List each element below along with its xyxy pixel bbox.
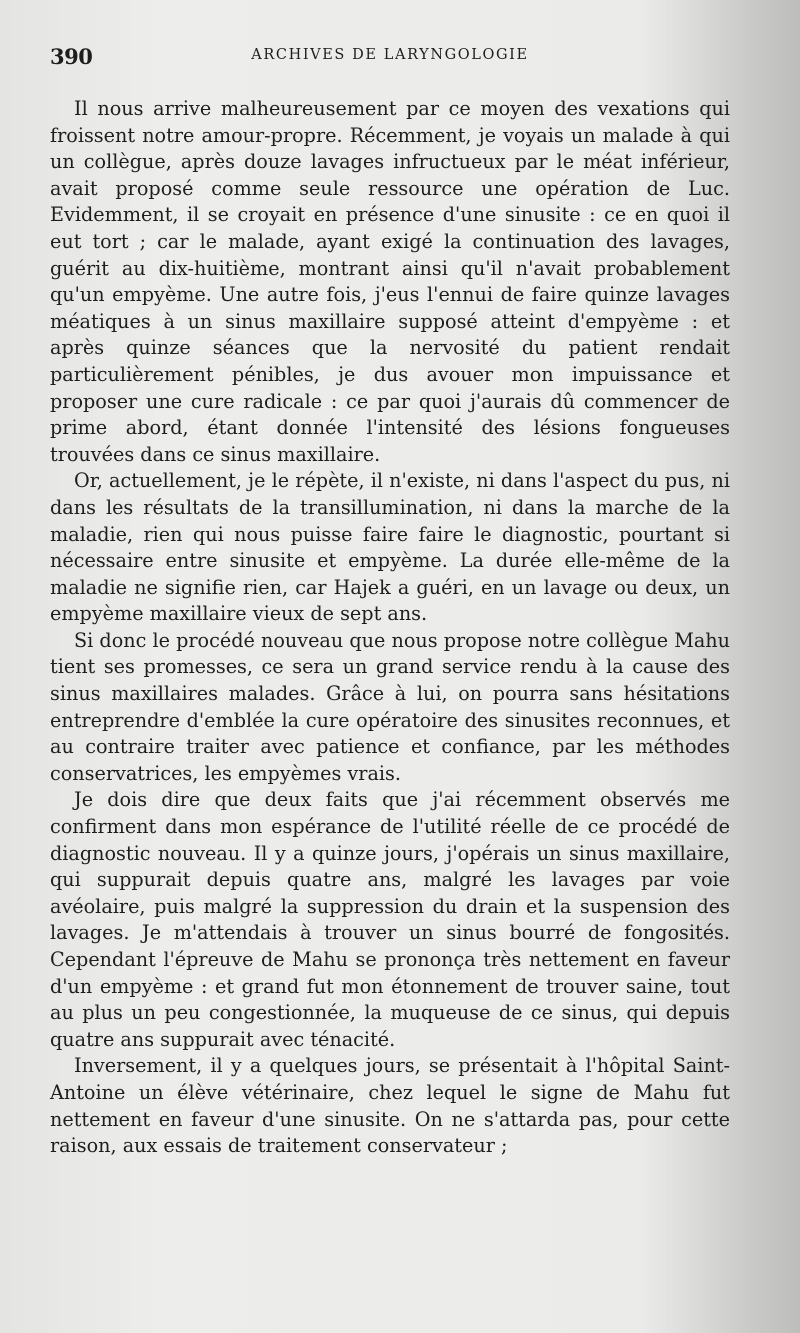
page-header [50,40,730,80]
book-page [50,40,730,1160]
paragraph: Je dois dire que deux faits que j'ai récemment observés me confirment dans mon espérance de l'utilité réelle de ce procédé de diagnostic nouveau. Il y a quinze jours, j'opérais un sinus maxillaire, qui suppurait depuis quatre ans, malgré les lavages par voie avéolaire, puis malgré la suppression du drain et la suspension des lavages. Je m'attendais à trouver un sinus bourré de fongosités. Cependant l'épreuve de Mahu se prononça très nettement en faveur d'un empyème : et grand fut mon étonnement de trouver saine, tout au plus un peu congestionnée, la muqueuse de ce sinus, qui depuis quatre ans suppurait avec ténacité. [50,788,730,1051]
running-head: ARCHIVES DE LARYNGOLOGIE [251,47,529,63]
paragraph: Si donc le procédé nouveau que nous propose notre collègue Mahu tient ses promesses, ce sera un grand service rendu à la cause des sinus maxillaires malades. Grâce à lui, on pourra sans hésitations entreprendre d'emblée la cure opératoire des sinusites reconnues, et au contraire traiter avec patience et confiance, par les méthodes conservatrices, les empyèmes vrais. [50,628,730,785]
paragraph: Or, actuellement, je le répète, il n'existe, ni dans l'aspect du pus, ni dans les résultats de la transillumination, ni dans la marche de la maladie, rien qui nous puisse faire faire le diagnostic, pourtant si nécessaire entre sinusite et empyème. La durée elle-même de la maladie ne signifie rien, car Hajek a guéri, en un lavage ou deux, un empyème maxillaire vieux de sept ans. [50,469,730,626]
page-number: 390 [50,44,93,69]
paragraph: Il nous arrive malheureusement par ce moyen des vexations qui froissent notre amour-propre. Récemment, je voyais un malade à qui un collègue, après douze lavages infructueux par le méat inférieur, avait proposé comme seule ressource une opération de Luc. Evidemment, il se croyait en présence d'une sinusite : ce en quoi il eut tort ; car le malade, ayant exigé la continuation des lavages, guérit au dix-huitième, montrant ainsi qu'il n'avait probablement qu'un empyème. Une autre fois, j'eus l'ennui de faire quinze lavages méatiques à un sinus maxillaire supposé atteint d'empyème : et après quinze séances que la nervosité du patient rendait particulièrement pénibles, je dus avouer mon impuissance et proposer une cure radicale : ce par quoi j'aurais dû commencer de prime abord, étant donnée l'intensité des lésions fongueuses trouvées dans ce sinus maxillaire. [50,97,730,466]
body-text [50,96,730,1160]
paragraph: Inversement, il y a quelques jours, se présentait à l'hôpital Saint-Antoine un élève vétérinaire, chez lequel le signe de Mahu fut nettement en faveur d'une sinusite. On ne s'attarda pas, pour cette raison, aux essais de traitement conservateur ; [50,1054,730,1158]
